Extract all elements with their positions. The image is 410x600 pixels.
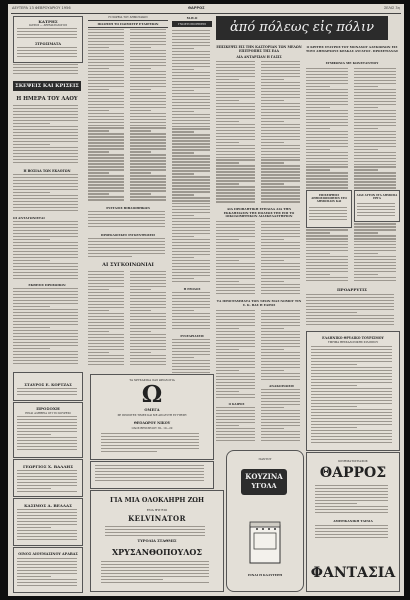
col4c-text: [216, 221, 257, 298]
col4d-text: [261, 221, 302, 298]
col1-article-text-3: [13, 221, 81, 281]
col3-mid1: Η ΕΞΟΔΟΣ: [183, 287, 201, 291]
doctor-ad-subtitle: ΙΑΤΡΟΣ — ΔΕΡΜΑΤΟΛΟΓΟΣ: [28, 24, 68, 27]
col5-section: ΠΡΟΑΡΡΥΤΙΣ: [337, 287, 367, 292]
cinema-ad-footer: ΦΑΝΤΑΣΙΑ: [310, 565, 396, 581]
col4-headline-3: ΤΑ ΠΡΟΓΡΑΜΜΑΤΑ ΤΩΝ ΝΕΩΝ ΜΑΣ ΝΟΜΟΥ ΤΙΝ Σ. Κ. ΒΑΣ Η ΕΔΡΟΣ: [216, 299, 302, 307]
cinema-ad-label: ΚΙΝΗΜΑΤΟΓΡΑΦΟΣ: [338, 459, 368, 463]
col4h-text: [216, 407, 257, 445]
col4b-text: [261, 61, 302, 206]
kelvinator-sub: ΤΥΡΟΛΙΑ ΣΤΑΘΜΙΣ: [137, 539, 177, 543]
col3-title-banner: [172, 21, 212, 27]
header-rule: [11, 13, 401, 14]
col4-headline-1: ΕΠΙΣΚΕΨΙΣ ΕΙΣ ΤΗΝ ΚΑΣΤΟΡΙΑΝ ΤΩΝ ΜΕΛΩΝ ΕΠΙΤΡΟΠΗΣ ΤΗΣ ΕΔΑ: [216, 45, 302, 53]
newspaper-page: [8, 4, 404, 596]
omega-ad: [90, 374, 214, 460]
tourism-ad-subtitle: ΤΜΗΜΑ ΘΕΣΣΑΛΟΝΙΚΗΣ ΦΙΛΙΠΠΟΥ: [327, 341, 379, 344]
col3-text-2: [172, 292, 212, 332]
col4g-text: [261, 389, 302, 445]
col1-top-text: [13, 64, 81, 78]
stove-icon: [249, 521, 281, 565]
col4-subhead: ΑΝΑΚΟΙΝΩΣΙΣ: [268, 384, 295, 388]
thoughts-section-title: ΣΚΕΨΕΙΣ ΚΑΙ ΚΡΙΣΕΙΣ: [15, 83, 79, 89]
col5c-text: [306, 294, 398, 328]
tourism-ad-text: [311, 346, 395, 446]
header-paper: ΘΑΡΡΟΣ: [188, 6, 205, 10]
cinema-ad-sub: ΑΜΕΡΙΚΑΝΙΚΗ ΤΑΙΝΙΑ: [333, 519, 373, 523]
mattress-ad-title: ΣΤΡΩΣΙΜΑΤΑ: [34, 42, 61, 46]
omega-ad-seller: ΘΕΟΔΩΡΟΥ ΝΙΚΟΥ: [133, 421, 171, 425]
col3-text-3: [172, 339, 212, 375]
col1-headline: Η ΗΜΕΡΑ ΤΟΥ ΛΑΟΥ: [16, 96, 78, 102]
col1-subhead-elections: Η ΒΟΣΙΛΑ ΤΩΝ ΕΚΛΟΓΩΝ: [23, 169, 71, 173]
city-banner-title: ἀπό πόλεως εἰς πόλιν: [230, 20, 374, 35]
omega-ad-body: [101, 433, 203, 455]
col4e-text: [216, 310, 257, 400]
col2-section-title: ΑΙ ΣΥΓΚΟΙΝΩΝΙΑΙ: [102, 262, 154, 268]
kouzina-footer: ΕΙΝΑΙ Η ΚΑΛΥΤΕΡΗ: [247, 573, 283, 577]
vellas-ad: [13, 498, 83, 546]
col5-inset-title: ΕΠΙΧΕΙΡΗΣΙΣ ΔΗΜΟΣΙΟΠΟΙΗΣΙΝ ΣΤΟ ΔΗΜΟΣΙΑΙΝ ΚΑΙ: [311, 194, 347, 204]
col5-headline-b: ΣΥΜΦΩΝΙΑ ΜΕ ΚΩΝΣΤΑΝΤΙΟΥ: [325, 61, 379, 65]
mattress-ad-text: [17, 47, 79, 60]
col5b-text: [354, 68, 398, 286]
header-page: ΣΕΛΙΣ 3η: [383, 6, 400, 10]
col3-title: ΓΝΩΣΤΟΠΟΙΗΣΕΙΣ: [177, 22, 207, 26]
wine-ad-text: [17, 558, 79, 590]
tourism-ad-title: ΕΛΛΗΝΙΚΟ ΘΡΥΛΙΚΟ ΤΟΥΡΙΣΜΟΥ: [322, 336, 384, 340]
col1-article-text: [13, 105, 81, 167]
cinema-ad-text-2: [315, 525, 391, 541]
col4f-text: [261, 310, 302, 382]
cinema-ad-name: ΘΑΡΡΟΣ: [319, 465, 387, 481]
col3-text: [172, 30, 212, 285]
cinema-ad: [306, 452, 400, 592]
barber-ad: [13, 402, 83, 458]
col5-inset-box-2: [354, 190, 400, 222]
col1-article-text-2: [13, 174, 81, 214]
col5-inset-box: [306, 190, 352, 228]
kouzina-ad-top: ΠΑΝΤΟΥ: [258, 457, 272, 461]
col2-sub-text: [88, 238, 168, 260]
kortzas-ad-text: [17, 388, 79, 397]
vellas-ad-title: ΚΑΣΙΜΟΣ Α. ΒΕΛΛΑΣ: [24, 503, 72, 508]
col5-headline: Ο ΚΡΙΤΗΣ ΣΤΑΥΡΟΣ ΤΟΥ ΜΟΝΑΧΟΥ ΑΛΕΚΙΩΝΩΝ ΕΙΣ ΤΟΥΣ ΔΗΜΑΡΧΟΥΣ ΚΡΑΚΑΣ ΑΥΓΑΤΟΓ. ΠΡΟΣΕΤΙΑΝΑΣ: [306, 45, 399, 53]
col5-inset2-text: [357, 203, 397, 219]
omega-ad-name: ΟΜΕΓΑ: [144, 408, 160, 412]
vallis-ad-title: ΓΕΩΡΓΙΟΣ Χ. ΒΑΛΛΗΣ: [22, 464, 74, 469]
kelvinator-brand: KELVINATOR: [128, 514, 186, 523]
doctor-ad-title: ΚΑΤΡΗΣ: [38, 19, 58, 24]
kelvinator-body: [105, 526, 209, 538]
col5-inset-text: [309, 207, 349, 224]
col2-top-title-rule: [88, 20, 168, 28]
header-date: ΔΕΥΤΕΡΑ 13 ΦΕΒΡΟΥΑΡΙΟΥ 1956: [12, 6, 71, 10]
omega-ad-text: ΣΕ ΠΡΟΣΙΤΕΣ ΤΙΜΕΣ ΚΑΙ ΜΕ ΑΠΟΛΥΤΗ ΕΓΓΥΗΣΗ: [117, 414, 187, 417]
doctor-ad-text: [17, 28, 79, 40]
kortzas-ad-title: ΣΤΑΥΡΟΣ Ε. ΚΟΡΤΖΑΣ: [24, 382, 72, 387]
vallis-ad: [13, 459, 83, 497]
barber-ad-title: ΠΡΟΣΟΧΗ: [36, 406, 60, 411]
col2-mid-title: ΣΥΣΤΑΣΙΣ ΒΙΒΛΙΟΘΗΚΩΝ: [106, 206, 150, 210]
col5-inset2-title: ΔΙΑΣ ΑΥΤΟΝ ΣΤΑ ΔΗΜΟΣΙΑ ΕΡΓΑ: [356, 194, 398, 201]
col2-top-title: ΠΩΛΗΣΗ ΤΟ ΠΑΙΜΙΣΤΡ ΕΤΑΙΡΕΙΩΝ: [97, 22, 159, 26]
col1-subhead-persons: ΕΚΘΕΣΙΣ ΠΡΟΣΩΠΩΝ: [28, 283, 66, 287]
wine-ad-title: ΟΙΝΟΣ ΔΙΟΥΜΑΣΙΝΟΥ ΑΡΑΒΑΣ: [18, 552, 78, 556]
col2-mid-text: [88, 211, 168, 231]
kelvinator-line: ΕΝΑ ΨΥΓΕΙΟ: [146, 508, 168, 512]
city-banner: [216, 16, 388, 40]
small-notice-text: [95, 465, 209, 485]
col2-top-label: Η ΠΟΡΕΙΑ ΤΟΥ ΔΗΜΟΤΑΙΩΝ: [108, 16, 148, 19]
kouzina-ad: [226, 450, 304, 592]
col4a-text: [216, 61, 257, 206]
omega-ad-address: ΟΔΟΣ ΒΕΝΙΖΕΛΟΥ Πλ. 10—20: [131, 427, 173, 430]
col4-headline-2: ΔΙΑ ΠΡΟΒΛΗΤΙΚΗ ΣΤΗΛΙΔΑ ΔΙΑ ΤΗΝ ΕΚΚΛΗΣΙΑΣΙΝ ΤΗΣ ΠΟΛΕΩΣ ΤΗΣ ΕΠΙ ΤΟ ΟΙΚΟΔΟΜΗΤΙΚΟΝ ΔΙΑΣΚΕΔΑΣΤΗΡΙΟΝ: [223, 207, 295, 219]
tourism-ad: [306, 331, 400, 451]
col3-mid2: ΣΥΝΕΔΡΙΑΣΕΙΣ: [180, 334, 204, 338]
kouzina-brand-panel: [241, 469, 287, 495]
kortzas-ad: [13, 372, 83, 401]
col1-subhead-opponents: ΟΙ ΑΝΤΑΓΩΝΙΣΤΑΙ: [13, 216, 45, 220]
vallis-ad-text: [17, 470, 79, 494]
barber-ad-body: [17, 416, 79, 454]
col1-article-text-4: [13, 288, 81, 368]
thoughts-section-banner: [13, 81, 81, 91]
col2a-text: [88, 29, 126, 204]
col4-small-head: Ο ΚΑΙΡΟΣ: [228, 402, 245, 406]
omega-ad-top: ΤΑ ΧΡΥΣΑΦΙΚΑ ΣΑΣ ΩΡΟΛΟΓΙΑ: [129, 378, 175, 382]
kouzina-brand-2: ΥΓΟΛΑ: [251, 482, 277, 490]
kelvinator-footer-text: [101, 561, 213, 585]
kouzina-brand: ΚΟΥΖΙΝΑ: [245, 472, 283, 481]
cinema-ad-text: [315, 485, 391, 515]
col4-headline-1b: ΔΙΑ ΑΝΤΑΡΣΙΑΝ Η ΓΑΣΙΣ: [236, 55, 282, 59]
barber-ad-text: ΕΙΝΑΙ ΑΛΗΘΕΙΑ ΟΤΙ ΤΟ ΚΟΥΡΕΙΟ: [25, 412, 71, 415]
kelvinator-headline: ΓΙΑ ΜΙΑ ΟΛΟΚΛΗΡΗ ΖΩΗ: [109, 496, 205, 504]
col2c-text: [88, 271, 126, 369]
wine-ad: [13, 547, 83, 593]
doctor-ad-box: [13, 16, 83, 63]
vellas-ad-text: [17, 509, 79, 543]
small-notice-box: [90, 461, 214, 489]
kelvinator-dealer: ΧΡΥΣΑΝΘΟΠΟΥΛΟΣ: [111, 547, 203, 557]
col2b-text: [130, 29, 168, 204]
col2-subhead: ΠΡΟΕΚΛΟΓΙΚΕΣ ΣΥΓΚΕΝΤΡΩΣΕΙΣ: [100, 233, 156, 237]
kelvinator-ad: [90, 490, 224, 592]
omega-logo-letter: Ω: [141, 381, 163, 408]
col5a-text: [306, 68, 350, 286]
col3-kicker: Μ.Θ.Ο: [186, 16, 198, 20]
col2d-text: [130, 271, 168, 369]
